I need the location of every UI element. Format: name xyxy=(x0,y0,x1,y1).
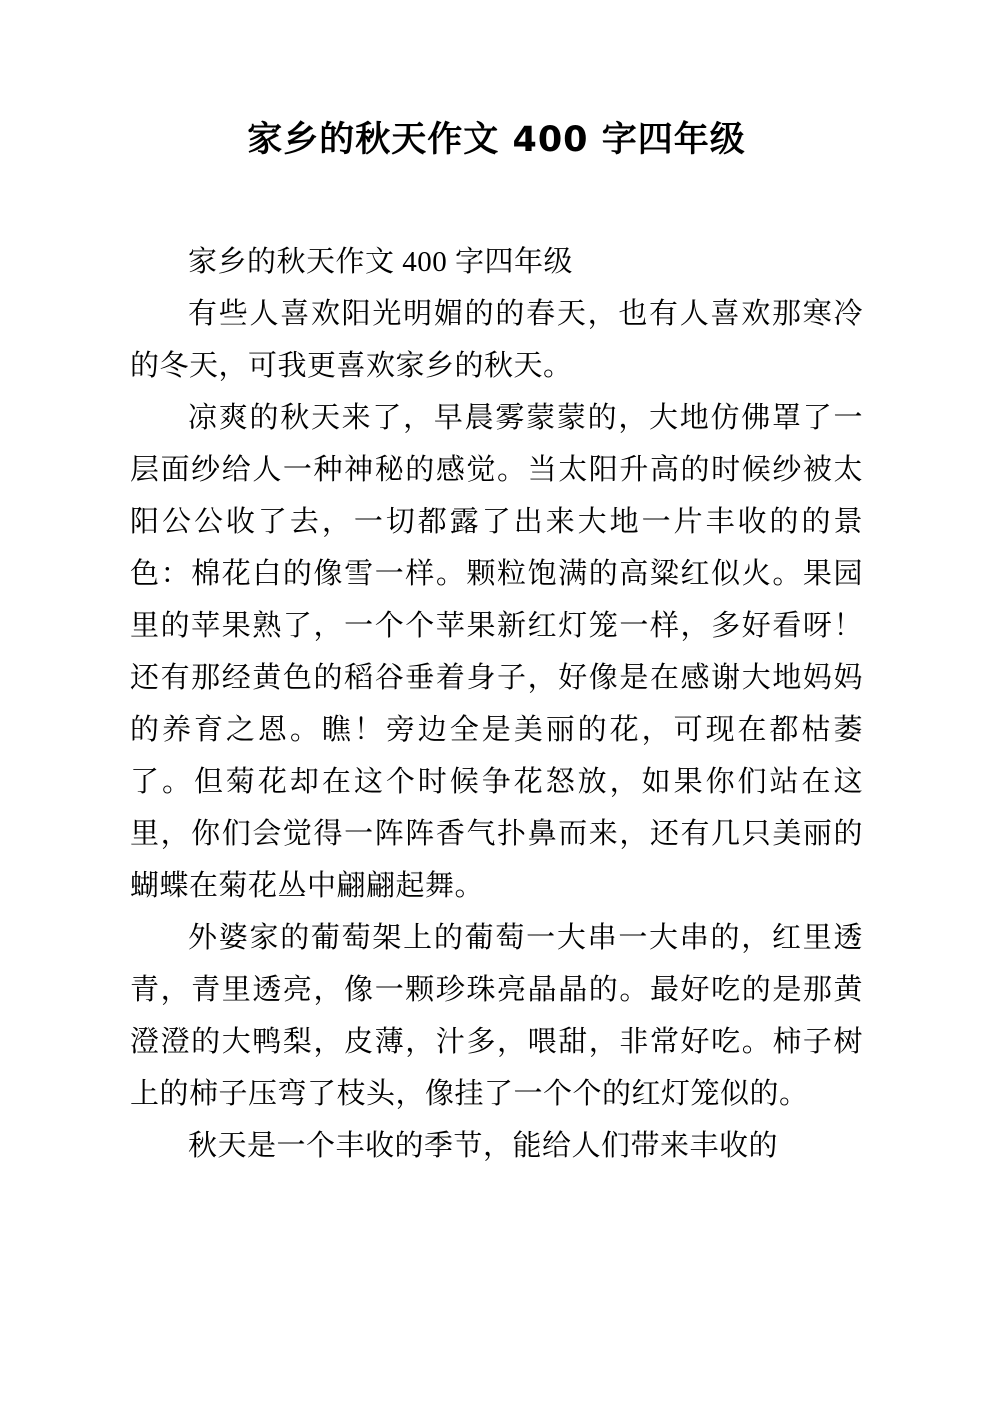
paragraph: 秋天是一个丰收的季节，能给人们带来丰收的 xyxy=(188,1129,779,1162)
paragraph: 外婆家的葡萄架上的葡萄一大串一大串的，红里透青，青里透亮，像一颗珍珠亮晶晶的。最好吃的是那黄澄澄的大鸭梨，皮薄，汁多，喂甜，非常好吃。柿子树上的柿子压弯了枝头，像挂了一个个的红灯笼似的。 xyxy=(130,921,863,1110)
document-body xyxy=(130,236,863,1172)
paragraph: 有些人喜欢阳光明媚的的春天，也有人喜欢那寒冷的冬天，可我更喜欢家乡的秋天。 xyxy=(130,297,863,382)
paragraph: 家乡的秋天作文 400 字四年级 xyxy=(188,245,574,278)
page-title: 家乡的秋天作文 400 字四年级 xyxy=(247,120,746,160)
paragraph: 凉爽的秋天来了，早晨雾蒙蒙的，大地仿佛罩了一层面纱给人一种神秘的感觉。当太阳升高的时候纱被太阳公公收了去，一切都露了出来大地一片丰收的的景色：棉花白的像雪一样。颗粒饱满的高粱红似火。果园里的苹果熟了，一个个苹果新红灯笼一样，多好看呀！还有那经黄色的稻谷垂着身子，好像是在感谢大地妈妈的养育之恩。瞧！旁边全是美丽的花，可现在都枯萎了。但菊花却在这个时候争花怒放，如果你们站在这里，你们会觉得一阵阵香气扑鼻而来，还有几只美丽的蝴蝶在菊花丛中翩翩起舞。 xyxy=(130,401,863,902)
